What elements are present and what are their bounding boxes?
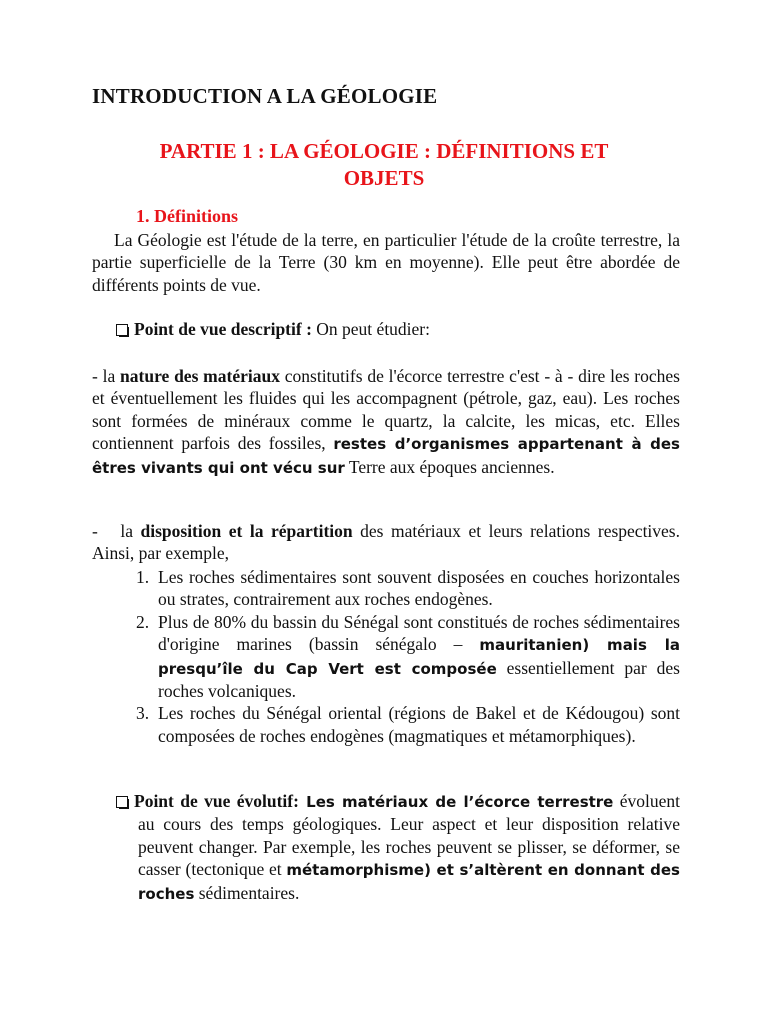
disposition-paragraph xyxy=(92,520,680,565)
list-item-number: 2. xyxy=(136,611,150,632)
part-title-line-1: PARTIE 1 : LA GÉOLOGIE : DÉFINITIONS ET xyxy=(159,139,609,163)
evolutif-block xyxy=(116,790,680,905)
evolutif-bullet xyxy=(116,790,680,905)
list-item-number: 1. xyxy=(136,567,150,587)
evolutif-label: Point de vue évolutif: xyxy=(134,791,299,811)
checkbox-bullet-icon xyxy=(116,796,128,808)
disposition-bold: disposition et la répartition xyxy=(140,521,353,541)
part-title xyxy=(100,138,668,192)
list-item-text: Les roches du Sénégal oriental (régions de Bakel et de Kédougou) sont composées de roches endogènes (magmatiques et métamorphiques). xyxy=(158,703,680,746)
nature-bold: nature des matériaux xyxy=(120,366,280,386)
disposition-prefix: - la xyxy=(92,521,141,541)
evolutif-bold: métamorphisme) et s’altèrent en donnant des roches xyxy=(138,861,680,903)
section-heading-definitions: 1. Définitions xyxy=(136,206,239,226)
list-item-bold: mauritanien) mais la presqu’île du Cap Vert est composée xyxy=(158,636,680,678)
descriptif-label: Point de vue descriptif : xyxy=(134,319,312,339)
list-item xyxy=(136,566,680,611)
intro-text: La Géologie est l'étude de la terre, en particulier l'étude de la croûte terrestre, la partie superficielle de la Terre (30 km en moyenne). Elle peut être abordée de différents points de vue. xyxy=(92,230,680,295)
nature-bold-2: restes d’organismes appartenant à des êtres vivants qui ont vécu sur xyxy=(92,435,680,477)
list-item xyxy=(136,611,680,703)
nature-text-1: constitutifs de l'écorce terrestre c'est - à - dire les roches et éventuellement les fluides qui les accompagnent (pétrole, gaz, eau). Les roches sont formées de minéraux comme le quartz, la calcite, les micas, etc. Elles contiennent parfois des fossiles, xyxy=(92,366,680,454)
nature-paragraph xyxy=(92,365,680,479)
list-item-text: Les roches sédimentaires sont souvent disposées en couches horizontales ou strates, contrairement aux roches endogènes. xyxy=(158,567,680,610)
descriptif-text: On peut étudier: xyxy=(311,319,430,339)
evolutif-bold-lead: Les matériaux de l’écorce terrestre xyxy=(298,793,614,811)
document-title: INTRODUCTION A LA GÉOLOGIE xyxy=(92,84,438,108)
evolutif-text-2: sédimentaires. xyxy=(194,882,300,903)
nature-prefix: - la xyxy=(92,366,121,386)
list-item xyxy=(136,702,680,747)
part-title-line-2: OBJETS xyxy=(343,166,425,190)
list-item-text xyxy=(158,611,680,703)
evolutif-text: évoluent au cours des temps géologiques. Leur aspect et leur disposition relative peuvent changer. Par exemple, les roches peuvent se plisser, se déformer, se casser (tectonique et xyxy=(138,791,680,880)
list-item-number: 3. xyxy=(136,703,150,724)
list-item-text-part: Plus de 80% du bassin du Sénégal sont constitués de roches sédimentaires d'origine marines (bassin sénégalo – xyxy=(158,611,680,655)
descriptif-bullet xyxy=(116,318,430,340)
list-item-text-part-2: essentiellement par des roches volcaniques. xyxy=(158,657,680,702)
disposition-text: des matériaux et leurs relations respectives. Ainsi, par exemple, xyxy=(92,521,680,564)
nature-text-2: Terre aux époques anciennes. xyxy=(344,456,555,477)
checkbox-bullet-icon xyxy=(116,324,128,336)
intro-paragraph xyxy=(92,229,680,296)
examples-list xyxy=(136,566,680,747)
